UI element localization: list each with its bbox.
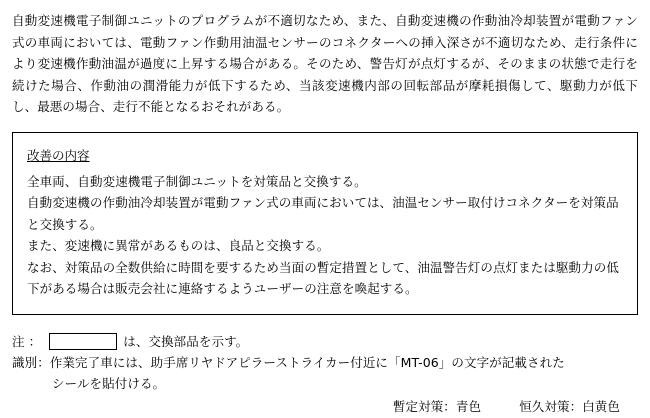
permanent-measure-color: 恒久対策：白黄色 xyxy=(519,399,620,415)
remedy-body xyxy=(27,171,623,300)
remedy-title: 改善の内容 xyxy=(27,147,90,163)
temporary-measure-color: 暫定対策：青色 xyxy=(392,399,482,415)
remedy-line: また、変速機に異常があるものは、良品と交換する。 xyxy=(27,238,330,253)
color-swatch-box xyxy=(49,333,117,350)
remedy-line: 全車両、自動変速機電子制御ユニットを対策品と交換する。 xyxy=(27,173,367,189)
identification-label: 識別： xyxy=(12,354,50,370)
note-label: 注 ： xyxy=(12,333,42,349)
defect-paragraph: 自動変速機電子制御ユニットのプログラムが不適切なため、また、自動変速機の作動油冷却装置が電動ファン式の車両においては、電動ファン作動用油温センサーのコネクターへの挿入深さが不適切なため、走行条件により変速機作動油温が過度に上昇する場合がある。そのため、警告灯が点灯するが、そのままの状態で走行を続けた場合、作動油の潤滑能力が低下するため、当該変速機内部の回転部品が摩耗損傷して、駆動力が低下し、最悪の場合、走行不能となるおそれがある。 xyxy=(12,13,638,114)
identification-text-line2: シールを貼付ける。 xyxy=(52,376,166,391)
note-row xyxy=(12,331,638,352)
footer-notes xyxy=(12,331,638,418)
identification-text-line1: 作業完了車には、助手席リヤドアピラーストライカー付近に「MT-06」の文字が記載された xyxy=(49,354,565,370)
identification-row xyxy=(12,352,638,373)
note-text: は、交換部品を示す。 xyxy=(123,333,249,349)
defect-description-block xyxy=(12,10,638,118)
color-key-row xyxy=(12,396,638,417)
remedy-line: 自動変速機の作動油冷却装置が電動ファン式の車両においては、油温センサー取付けコネクターを対策品と交換する。 xyxy=(27,195,619,232)
remedy-box xyxy=(12,132,638,315)
remedy-line: なお、対策品の全数供給に時間を要するため当面の暫定措置として、油温警告灯の点灯または駆動力の低下がある場合は販売会社に連絡するようユーザーの注意を喚起する。 xyxy=(27,259,619,296)
